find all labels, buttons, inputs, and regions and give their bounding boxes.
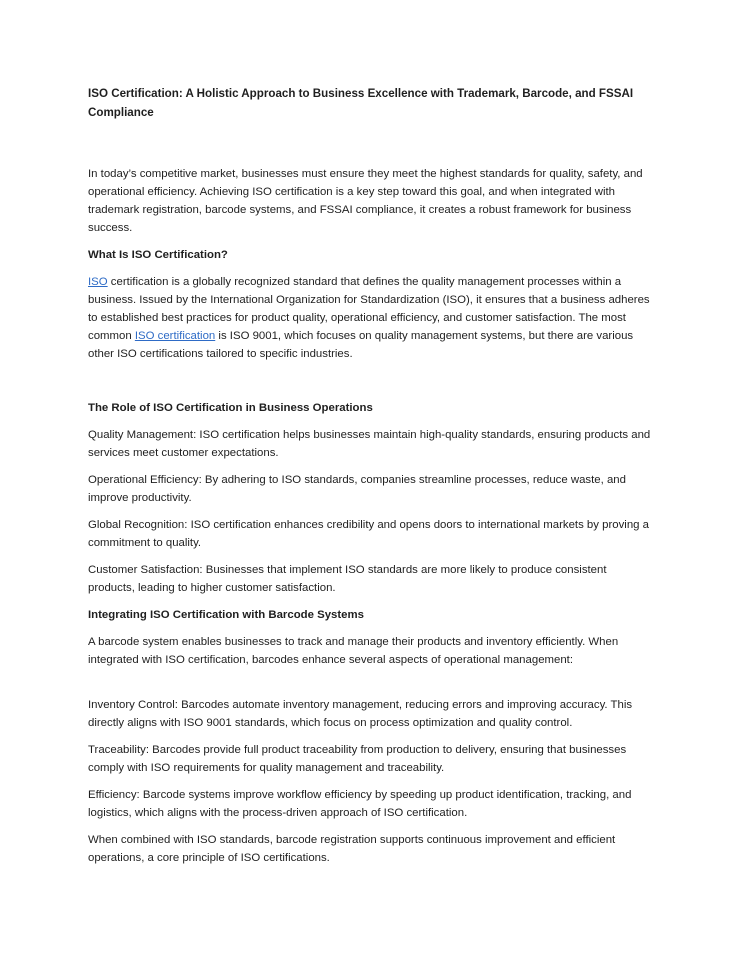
barcode-item-traceability: Traceability: Barcodes provide full product traceability from production to delivery, ensuring that businesses comply with ISO requirements for quality management and traceability. (88, 744, 627, 774)
role-item-satisfaction: Customer Satisfaction: Businesses that implement ISO standards are more likely to produce consistent products, leading to higher customer satisfaction. (88, 564, 607, 594)
barcode-item-inventory: Inventory Control: Barcodes automate inventory management, reducing errors and improving accuracy. This directly aligns with ISO 9001 standards, which focus on process optimization and quality control. (88, 699, 633, 729)
iso-definition-paragraph (88, 273, 653, 363)
iso-certification-link[interactable]: ISO certification (134, 330, 216, 342)
role-item-efficiency: Operational Efficiency: By adhering to ISO standards, companies streamline processes, reduce waste, and improve productivity. (88, 474, 626, 504)
barcode-intro-paragraph: A barcode system enables businesses to track and manage their products and inventory efficiently. When integrated with ISO certification, barcodes enhance several aspects of operational management: (88, 636, 619, 666)
heading-role-of-iso: The Role of ISO Certification in Business Operations (88, 402, 373, 414)
iso-definition-text-1: certification is a globally recognized standard that defines the quality management processes within a business. Issued by the International Organization for Standardization (ISO), it ensures that a business adheres to established best practices for product quality, operational efficiency, and customer satisfaction. The most common (88, 276, 650, 342)
document-page (88, 84, 653, 876)
heading-what-is-iso: What Is ISO Certification? (88, 249, 228, 261)
document-title: ISO Certification: A Holistic Approach to Business Excellence with Trademark, Barcode, and FSSAI Compliance (88, 87, 634, 119)
heading-barcode-integration: Integrating ISO Certification with Barcode Systems (88, 609, 364, 621)
intro-paragraph: In today’s competitive market, businesses must ensure they meet the highest standards for quality, safety, and operational efficiency. Achieving ISO certification is a key step toward this goal, and when integrated with trademark registration, barcode systems, and FSSAI compliance, it creates a robust framework for business success. (88, 168, 643, 234)
barcode-item-efficiency: Efficiency: Barcode systems improve workflow efficiency by speeding up product identification, tracking, and logistics, which aligns with the process-driven approach of ISO certification. (88, 789, 632, 819)
role-item-recognition: Global Recognition: ISO certification enhances credibility and opens doors to international markets by proving a commitment to quality. (88, 519, 649, 549)
iso-definition-text-2: is ISO 9001, which focuses on quality management systems, but there are various other ISO certifications tailored to specific industries. (88, 330, 634, 360)
iso-link[interactable]: ISO (88, 276, 108, 288)
role-item-quality: Quality Management: ISO certification helps businesses maintain high-quality standards, ensuring products and services meet customer expectations. (88, 429, 651, 459)
barcode-conclusion-paragraph: When combined with ISO standards, barcode registration supports continuous improvement and efficient operations, a core principle of ISO certifications. (88, 834, 616, 864)
